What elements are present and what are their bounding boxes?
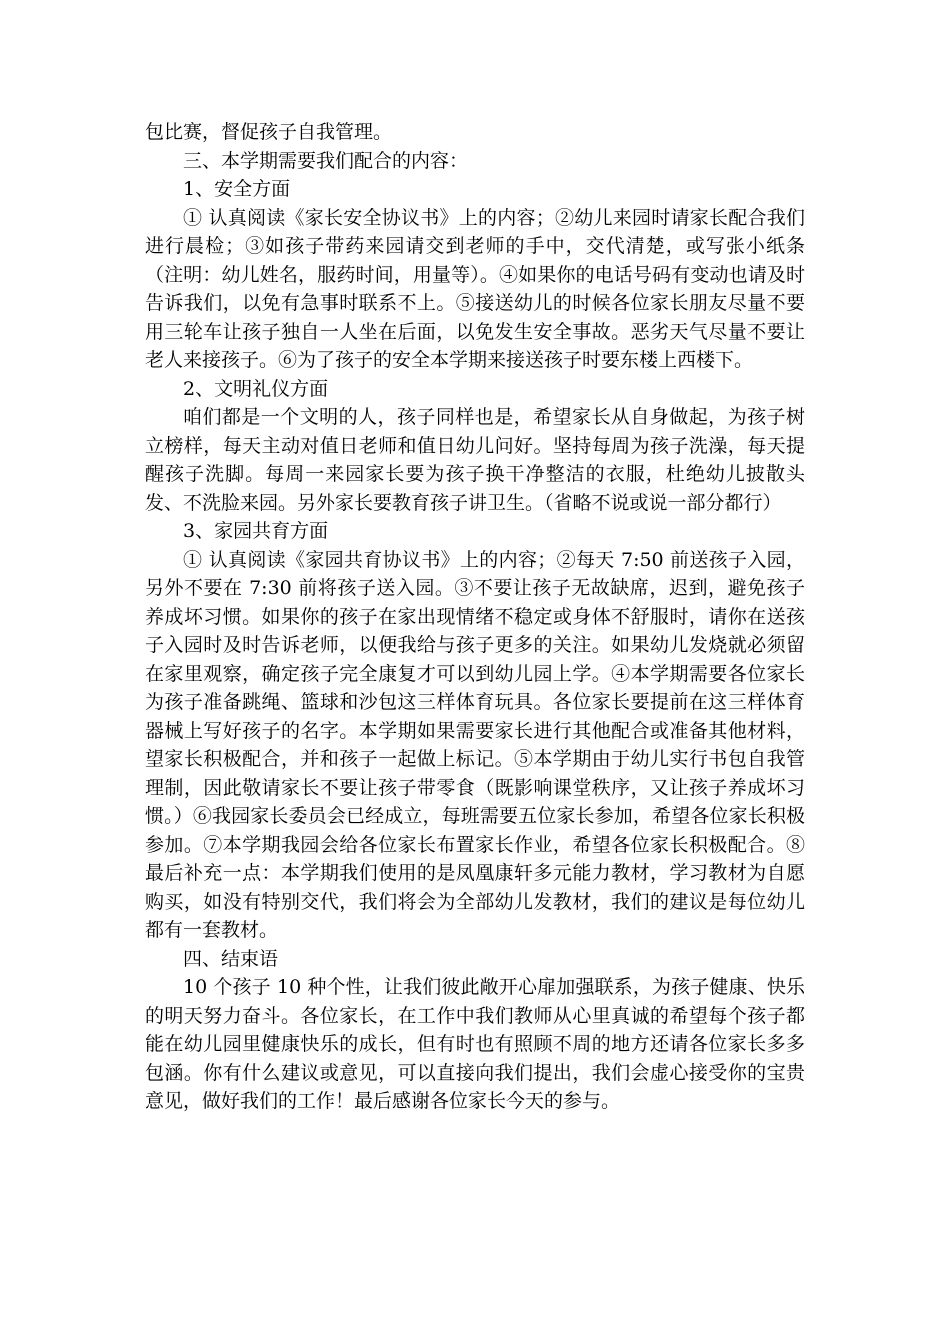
paragraph-continuation: 包比赛，督促孩子自我管理。: [145, 121, 393, 143]
section-heading-conclusion: 四、结束语: [183, 947, 279, 970]
section-heading-cooperation: 三、本学期需要我们配合的内容：: [183, 149, 469, 172]
subheading-etiquette: 2、文明礼仪方面: [183, 377, 329, 400]
paragraph-etiquette: 咱们都是一个文明的人，孩子同样也是，希望家长从自身做起，为孩子树立榜样，每天主动对值日老师和值日幼儿问好。坚持每周为孩子洗澡，每天提醒孩子洗脚。每周一来园家长要为孩子换干净整洁的衣服，杜绝幼儿披散头发、不洗脸来园。另外家长要教育孩子讲卫生。（省略不说或说一部分都行）: [145, 406, 805, 514]
paragraph-conclusion: 10 个孩子 10 种个性，让我们彼此敞开心扉加强联系，为孩子健康、快乐的明天努力奋斗。各位家长，在工作中我们教师从心里真诚的希望每个孩子都能在幼儿园里健康快乐的成长，但有时也有照顾不周的地方还请各位家长多多包涵。你有什么建议或意见，可以直接向我们提出，我们会虚心接受你的宝贵意见，做好我们的工作！最后感谢各位家长今天的参与。: [145, 976, 805, 1112]
paragraph-home-school: ① 认真阅读《家园共育协议书》上的内容；②每天 7:50 前送孩子入园，另外不要在 7:30 前将孩子送入园。③不要让孩子无故缺席，迟到，避免孩子养成坏习惯。如果你的孩子在家出现情绪不稳定或身体不舒服时，请你在送孩子入园时及时告诉老师，以便我给与孩子更多的关注。如果幼儿发烧就必须留在家里观察，确定孩子完全康复才可以到幼儿园上学。④本学期需要各位家长为孩子准备跳绳、篮球和沙包这三样体育玩具。各位家长要提前在这三样体育器械上写好孩子的名字。本学期如果需要家长进行其他配合或准备其他材料，望家长积极配合，并和孩子一起做上标记。⑤本学期由于幼儿实行书包自我管理制，因此敬请家长不要让孩子带零食（既影响课堂秩序，又让孩子养成坏习惯。）⑥我园家长委员会已经成立，每班需要五位家长参加，希望各位家长积极参加。⑦本学期我园会给各位家长布置家长作业，希望各位家长积极配合。⑧最后补充一点：本学期我们使用的是凤凰康轩多元能力教材，学习教材为自愿购买，如没有特别交代，我们将会为全部幼儿发教材，我们的建议是每位幼儿都有一套教材。: [145, 548, 805, 941]
subheading-safety: 1、安全方面: [183, 178, 291, 200]
subheading-home-school: 3、家园共育方面: [183, 520, 329, 542]
paragraph-safety: ① 认真阅读《家长安全协议书》上的内容；②幼儿来园时请家长配合我们进行晨检；③如孩子带药来园请交到老师的手中，交代清楚，或写张小纸条（注明：幼儿姓名，服药时间，用量等）。④如果你的电话号码有变动也请及时告诉我们，以免有急事时联系不上。⑤接送幼儿的时候各位家长朋友尽量不要用三轮车让孩子独自一人坐在后面，以免发生安全事故。恶劣天气尽量不要让老人来接孩子。⑥为了孩子的安全本学期来接送孩子时要东楼上西楼下。: [145, 206, 805, 371]
